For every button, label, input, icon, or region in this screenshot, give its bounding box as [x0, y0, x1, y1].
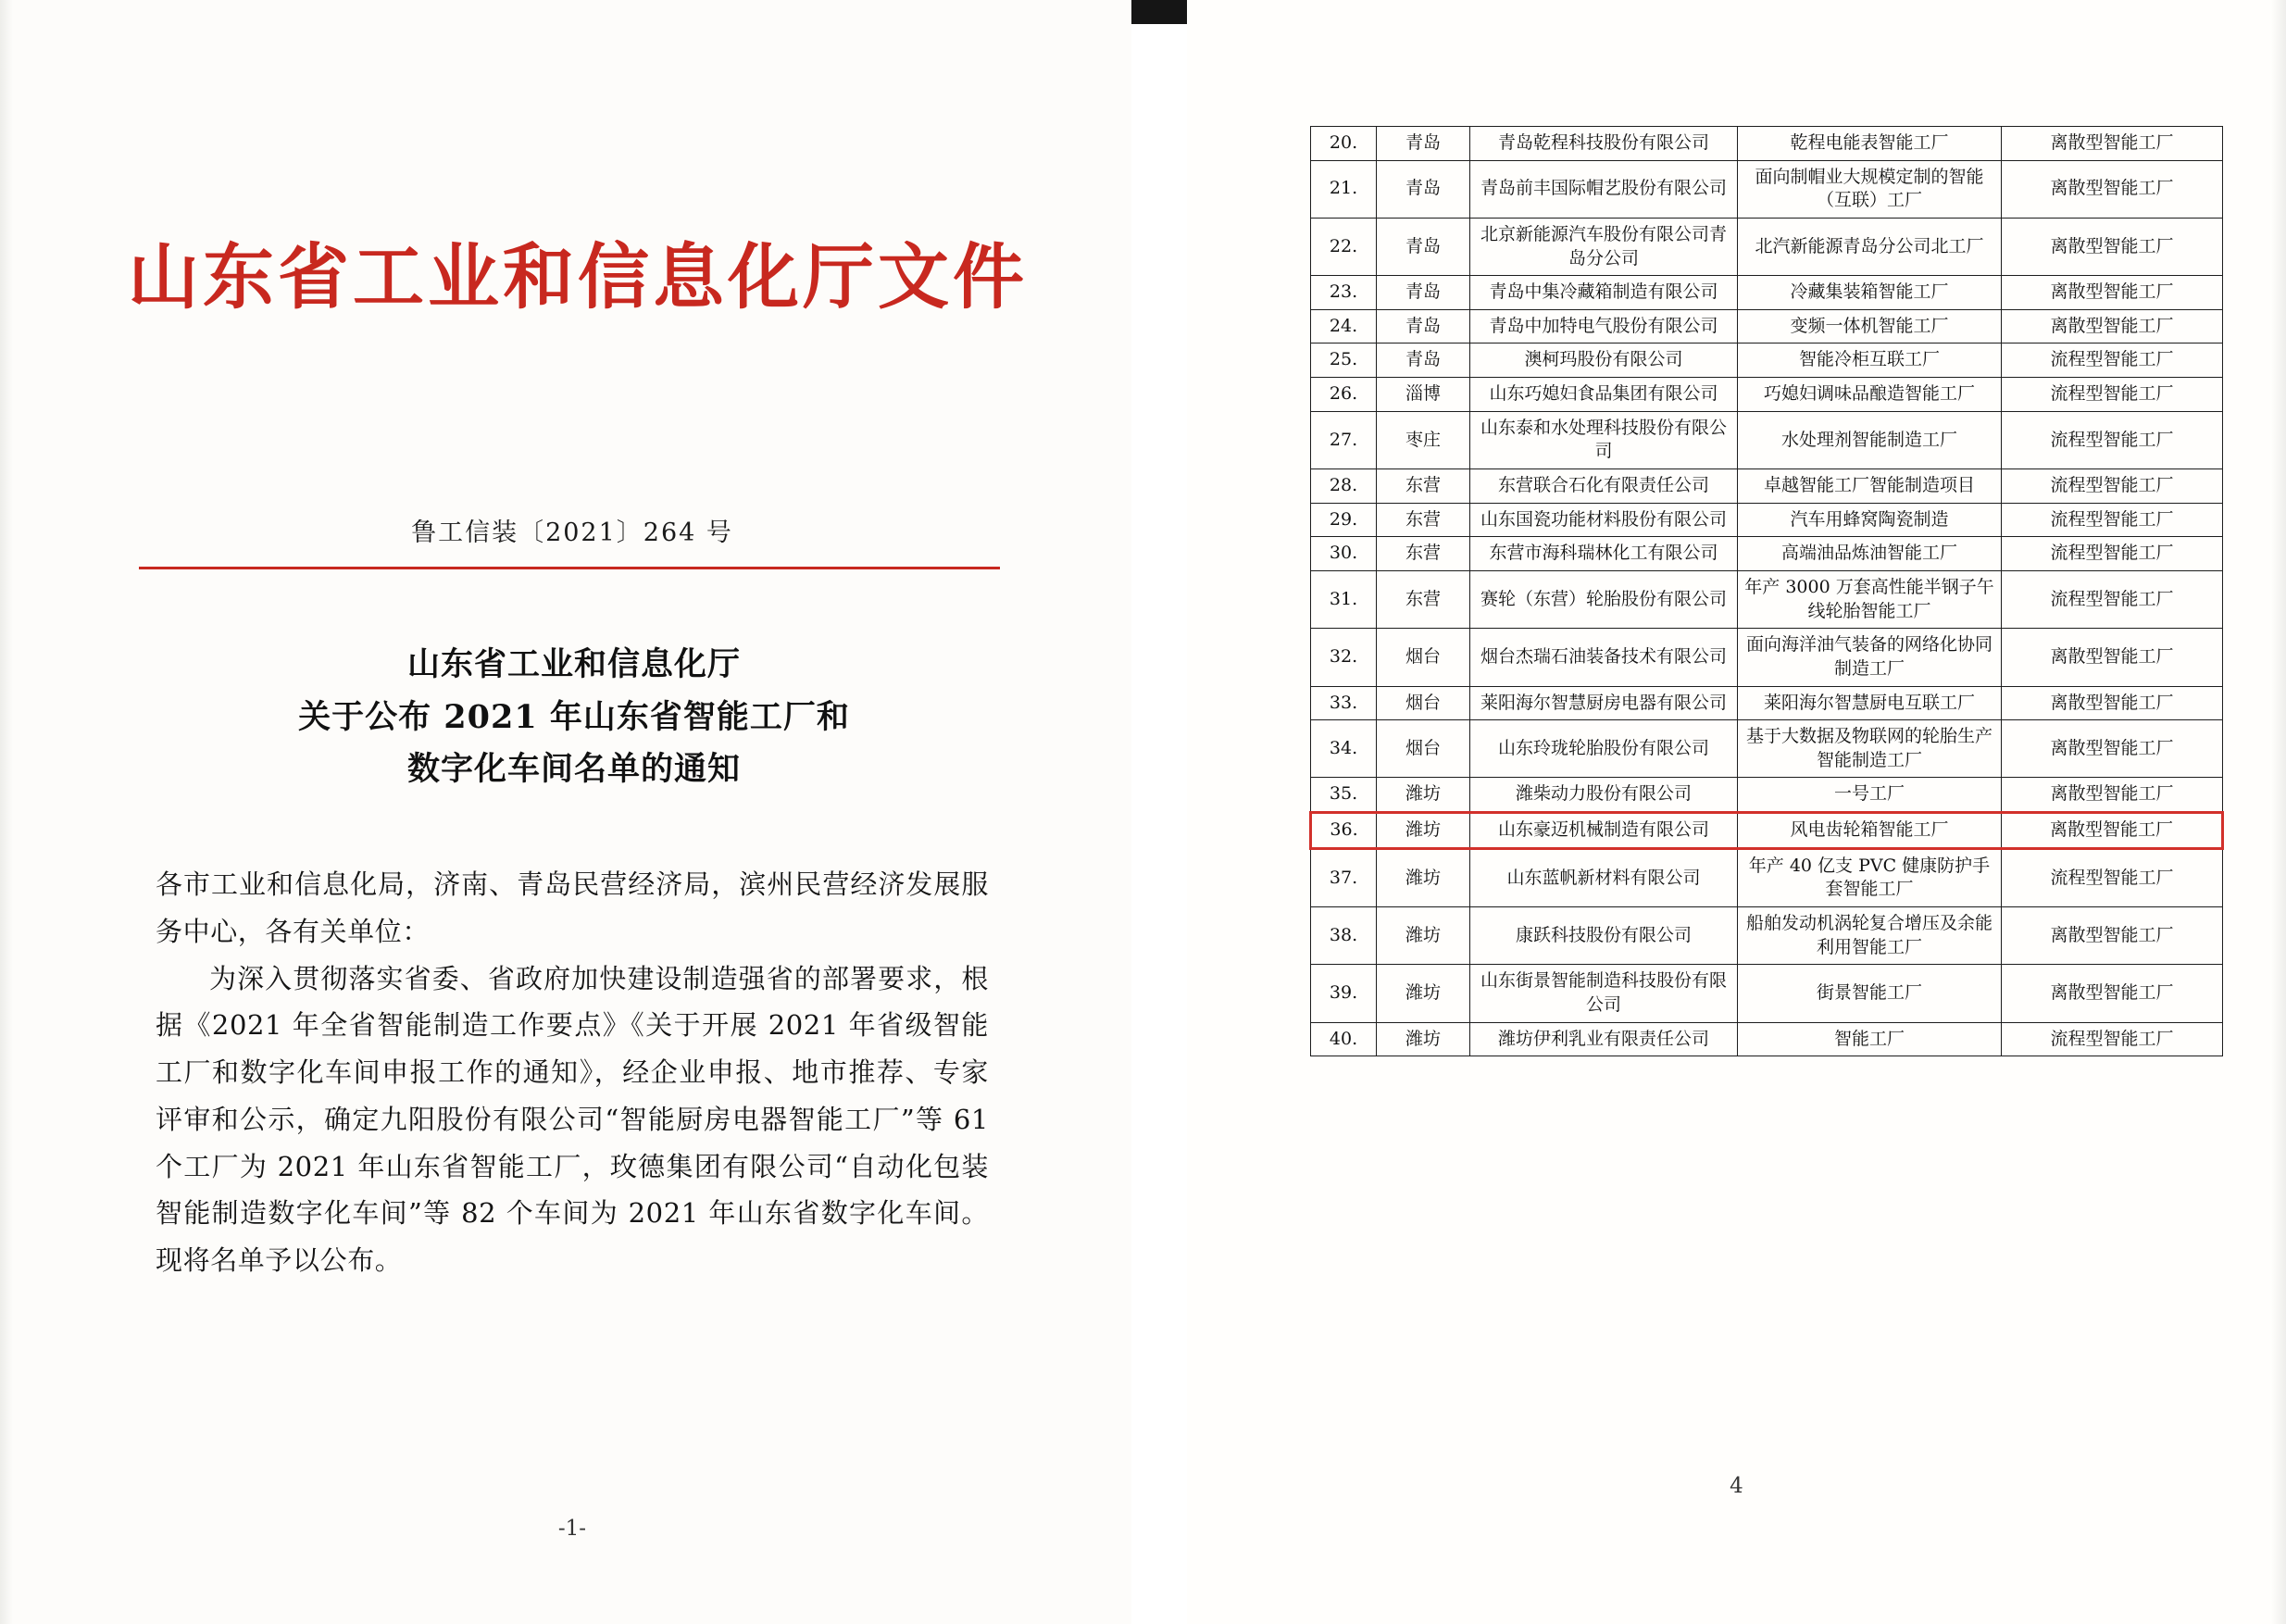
row-city: 潍坊: [1377, 1022, 1470, 1056]
row-city: 潍坊: [1377, 965, 1470, 1022]
row-index: 22.: [1311, 218, 1377, 275]
row-company-name: 北京新能源汽车股份有限公司青岛分公司: [1470, 218, 1738, 275]
row-index: 34.: [1311, 720, 1377, 778]
document-masthead: 山东省工业和信息化厅文件: [128, 236, 1028, 319]
table-row: [1311, 411, 2223, 468]
row-index: 36.: [1311, 813, 1377, 849]
row-index: 37.: [1311, 848, 1377, 906]
row-project-name: 风电齿轮箱智能工厂: [1738, 813, 2002, 849]
red-divider-rule: [139, 567, 1000, 569]
row-factory-type: 离散型智能工厂: [2002, 276, 2223, 310]
row-city: 潍坊: [1377, 813, 1470, 849]
table-row: [1311, 848, 2223, 906]
table-row: [1311, 907, 2223, 965]
row-factory-type: 流程型智能工厂: [2002, 378, 2223, 412]
row-index: 38.: [1311, 907, 1377, 965]
row-company-name: 山东蓝帆新材料有限公司: [1470, 848, 1738, 906]
row-city: 烟台: [1377, 720, 1470, 778]
row-index: 21.: [1311, 160, 1377, 218]
row-factory-type: 离散型智能工厂: [2002, 778, 2223, 813]
row-company-name: 东营市海科瑞林化工有限公司: [1470, 537, 1738, 571]
table-row: [1311, 686, 2223, 720]
body-paragraph-main: 为深入贯彻落实省委、省政府加快建设制造强省的部署要求，根据《2021 年全省智能制造工作要点》《关于开展 2021 年省级智能工厂和数字化车间申报工作的通知》，经企业申报、地市推荐、专家评审和公示，确定九阳股份有限公司“智能厨房电器智能工厂”等 61 个工厂为 2021 年山东省智能工厂，玫德集团有限公司“自动化包装智能制造数字化车间”等 82 个车间为 2021 年山东省数字化车间。现将名单予以公布。: [156, 962, 989, 1276]
row-project-name: 街景智能工厂: [1738, 965, 2002, 1022]
row-company-name: 青岛中集冷藏箱制造有限公司: [1470, 276, 1738, 310]
row-city: 潍坊: [1377, 778, 1470, 813]
row-project-name: 一号工厂: [1738, 778, 2002, 813]
table-row: [1311, 218, 2223, 275]
row-project-name: 智能工厂: [1738, 1022, 2002, 1056]
row-project-name: 水处理剂智能制造工厂: [1738, 411, 2002, 468]
table-row: [1311, 570, 2223, 628]
row-project-name: 面向海洋油气装备的网络化协同制造工厂: [1738, 629, 2002, 686]
row-factory-type: 流程型智能工厂: [2002, 537, 2223, 571]
row-company-name: 山东国瓷功能材料股份有限公司: [1470, 503, 1738, 537]
row-factory-type: 流程型智能工厂: [2002, 411, 2223, 468]
row-project-name: 北汽新能源青岛分公司北工厂: [1738, 218, 2002, 275]
row-index: 30.: [1311, 537, 1377, 571]
row-project-name: 面向制帽业大规模定制的智能（互联）工厂: [1738, 160, 2002, 218]
row-company-name: 烟台杰瑞石油装备技术有限公司: [1470, 629, 1738, 686]
row-company-name: 青岛乾程科技股份有限公司: [1470, 127, 1738, 161]
table-row: [1311, 813, 2223, 849]
table-row: [1311, 160, 2223, 218]
row-project-name: 基于大数据及物联网的轮胎生产智能制造工厂: [1738, 720, 2002, 778]
row-index: 20.: [1311, 127, 1377, 161]
row-project-name: 年产 40 亿支 PVC 健康防护手套智能工厂: [1738, 848, 2002, 906]
row-project-name: 高端油品炼油智能工厂: [1738, 537, 2002, 571]
row-city: 枣庄: [1377, 411, 1470, 468]
factory-list-table: [1309, 126, 2224, 1056]
row-index: 31.: [1311, 570, 1377, 628]
row-index: 35.: [1311, 778, 1377, 813]
table-row: [1311, 720, 2223, 778]
row-factory-type: 离散型智能工厂: [2002, 965, 2223, 1022]
document-title-line-3: 数字化车间名单的通知: [406, 750, 741, 789]
row-city: 烟台: [1377, 686, 1470, 720]
row-factory-type: 离散型智能工厂: [2002, 813, 2223, 849]
row-company-name: 潍柴动力股份有限公司: [1470, 778, 1738, 813]
row-city: 东营: [1377, 469, 1470, 504]
row-factory-type: 流程型智能工厂: [2002, 469, 2223, 504]
row-city: 青岛: [1377, 344, 1470, 378]
row-company-name: 山东豪迈机械制造有限公司: [1470, 813, 1738, 849]
document-title: [167, 639, 981, 796]
row-company-name: 赛轮（东营）轮胎股份有限公司: [1470, 570, 1738, 628]
row-factory-type: 离散型智能工厂: [2002, 309, 2223, 344]
row-index: 32.: [1311, 629, 1377, 686]
factory-list-table-wrapper: [1309, 126, 2180, 1056]
row-index: 24.: [1311, 309, 1377, 344]
row-company-name: 澳柯玛股份有限公司: [1470, 344, 1738, 378]
row-city: 潍坊: [1377, 907, 1470, 965]
left-page-content: [111, 0, 1037, 1624]
row-city: 淄博: [1377, 378, 1470, 412]
row-project-name: 莱阳海尔智慧厨电互联工厂: [1738, 686, 2002, 720]
scan-edge-shadow: [0, 0, 13, 1624]
row-index: 33.: [1311, 686, 1377, 720]
row-company-name: 山东街景智能制造科技股份有限公司: [1470, 965, 1738, 1022]
document-number: 鲁工信装〔2021〕264 号: [411, 518, 733, 547]
factory-list-table-body: [1311, 127, 2223, 1056]
row-index: 26.: [1311, 378, 1377, 412]
page-number-right: 4: [1730, 1474, 1743, 1498]
row-company-name: 青岛前丰国际帽艺股份有限公司: [1470, 160, 1738, 218]
row-factory-type: 离散型智能工厂: [2002, 907, 2223, 965]
row-company-name: 康跃科技股份有限公司: [1470, 907, 1738, 965]
table-row: [1311, 778, 2223, 813]
row-index: 39.: [1311, 965, 1377, 1022]
table-row: [1311, 276, 2223, 310]
table-row: [1311, 344, 2223, 378]
document-page-right: [1187, 0, 2286, 1624]
page-number-left: -1-: [557, 1517, 587, 1541]
row-index: 40.: [1311, 1022, 1377, 1056]
row-project-name: 卓越智能工厂智能制造项目: [1738, 469, 2002, 504]
row-city: 青岛: [1377, 309, 1470, 344]
row-city: 东营: [1377, 503, 1470, 537]
table-row: [1311, 469, 2223, 504]
row-project-name: 乾程电能表智能工厂: [1738, 127, 2002, 161]
row-factory-type: 离散型智能工厂: [2002, 629, 2223, 686]
scan-edge-shadow-right: [2271, 0, 2286, 1624]
row-company-name: 山东玲珑轮胎股份有限公司: [1470, 720, 1738, 778]
document-title-line-1: 山东省工业和信息化厅: [406, 645, 741, 683]
row-city: 东营: [1377, 570, 1470, 628]
document-page-left: [0, 0, 1131, 1624]
row-index: 27.: [1311, 411, 1377, 468]
row-factory-type: 离散型智能工厂: [2002, 160, 2223, 218]
row-factory-type: 流程型智能工厂: [2002, 344, 2223, 378]
row-factory-type: 流程型智能工厂: [2002, 848, 2223, 906]
table-row: [1311, 127, 2223, 161]
row-project-name: 智能冷柜互联工厂: [1738, 344, 2002, 378]
row-index: 28.: [1311, 469, 1377, 504]
row-index: 25.: [1311, 344, 1377, 378]
row-city: 青岛: [1377, 276, 1470, 310]
table-row: [1311, 629, 2223, 686]
row-city: 烟台: [1377, 629, 1470, 686]
row-index: 29.: [1311, 503, 1377, 537]
row-company-name: 山东泰和水处理科技股份有限公司: [1470, 411, 1738, 468]
table-row: [1311, 1022, 2223, 1056]
row-city: 青岛: [1377, 127, 1470, 161]
row-project-name: 变频一体机智能工厂: [1738, 309, 2002, 344]
row-project-name: 汽车用蜂窝陶瓷制造: [1738, 503, 2002, 537]
row-company-name: 东营联合石化有限责任公司: [1470, 469, 1738, 504]
body-paragraph-addressee: 各市工业和信息化局，济南、青岛民营经济局，滨州民营经济发展服务中心，各有关单位：: [156, 868, 989, 947]
table-row: [1311, 378, 2223, 412]
row-project-name: 巧媳妇调味品酿造智能工厂: [1738, 378, 2002, 412]
row-factory-type: 流程型智能工厂: [2002, 1022, 2223, 1056]
row-index: 23.: [1311, 276, 1377, 310]
row-company-name: 莱阳海尔智慧厨房电器有限公司: [1470, 686, 1738, 720]
row-project-name: 船舶发动机涡轮复合增压及余能利用智能工厂: [1738, 907, 2002, 965]
row-project-name: 冷藏集装箱智能工厂: [1738, 276, 2002, 310]
row-project-name: 年产 3000 万套高性能半钢子午线轮胎智能工厂: [1738, 570, 2002, 628]
row-factory-type: 流程型智能工厂: [2002, 570, 2223, 628]
row-city: 青岛: [1377, 218, 1470, 275]
row-company-name: 山东巧媳妇食品集团有限公司: [1470, 378, 1738, 412]
row-factory-type: 离散型智能工厂: [2002, 720, 2223, 778]
row-factory-type: 离散型智能工厂: [2002, 686, 2223, 720]
scan-artifact-strip: [1131, 0, 1187, 24]
row-factory-type: 离散型智能工厂: [2002, 218, 2223, 275]
row-factory-type: 流程型智能工厂: [2002, 503, 2223, 537]
table-row: [1311, 537, 2223, 571]
row-company-name: 潍坊伊利乳业有限责任公司: [1470, 1022, 1738, 1056]
document-body: [156, 861, 989, 1284]
row-city: 东营: [1377, 537, 1470, 571]
row-company-name: 青岛中加特电气股份有限公司: [1470, 309, 1738, 344]
document-title-line-2: 关于公布 2021 年山东省智能工厂和: [298, 697, 850, 736]
table-row: [1311, 965, 2223, 1022]
row-city: 潍坊: [1377, 848, 1470, 906]
table-row: [1311, 503, 2223, 537]
row-city: 青岛: [1377, 160, 1470, 218]
table-row: [1311, 309, 2223, 344]
row-factory-type: 离散型智能工厂: [2002, 127, 2223, 161]
